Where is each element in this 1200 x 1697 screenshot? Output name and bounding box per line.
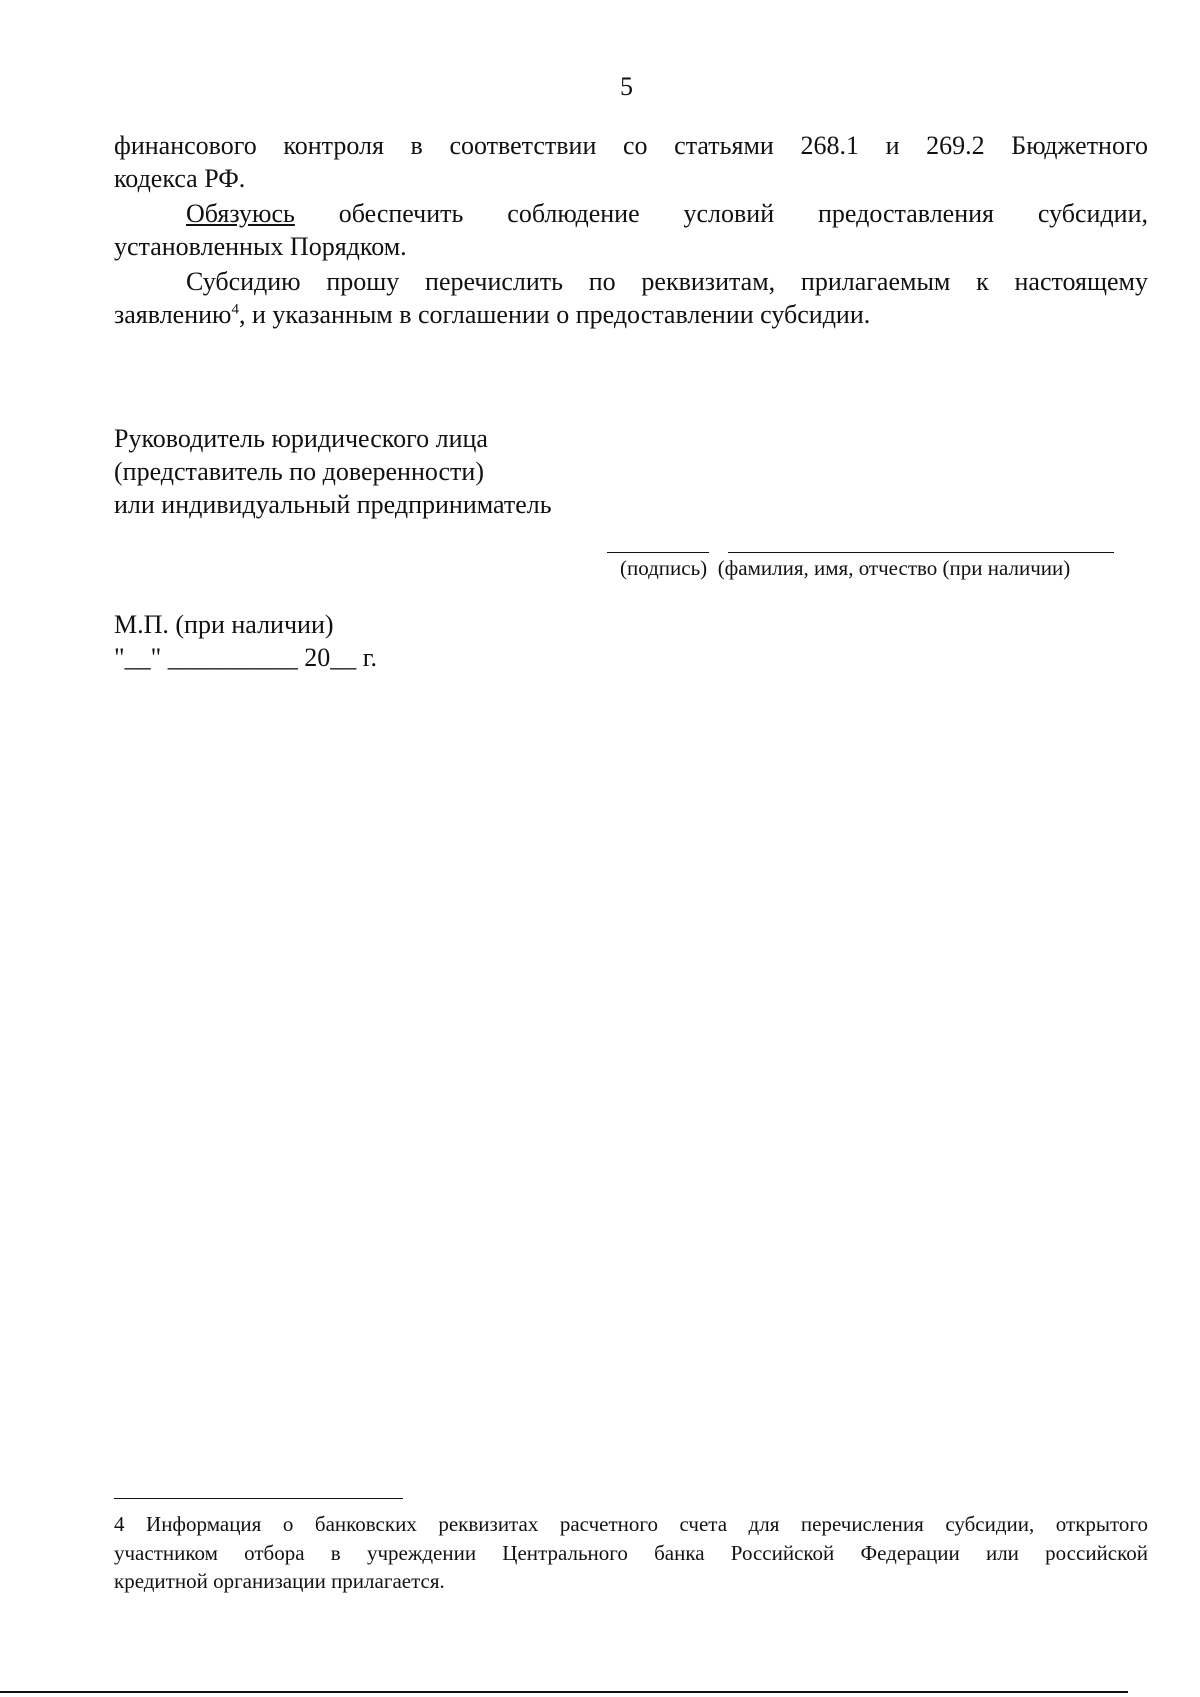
footnote-line-3: кредитной организации прилагается. xyxy=(114,1569,445,1593)
signer-role-line-1: Руководитель юридического лица xyxy=(114,424,488,453)
page-number: 5 xyxy=(620,72,633,101)
p3-start: заявлению xyxy=(114,300,232,329)
signature-captions xyxy=(620,556,1070,581)
name-line xyxy=(728,552,1114,553)
paragraph-2-line-1-rest: обеспечить соблюдение условий предоставления субсидии, xyxy=(294,199,1148,228)
paragraph-3-line-2 xyxy=(114,300,1148,330)
p3-rest: , и указанным в соглашении о предоставлении субсидии. xyxy=(238,300,871,329)
paragraph-1-line-1: финансового контроля в соответствии со статьями 268.1 и 269.2 Бюджетного xyxy=(114,131,1148,160)
signer-role-line-2: (представитель по доверенности) xyxy=(114,457,484,486)
paragraph-3-line-1: Субсидию прошу перечислить по реквизитам, прилагаемым к настоящему xyxy=(186,267,1148,296)
caption-name: (фамилия, имя, отчество (при наличии) xyxy=(717,556,1071,580)
footnote-line-2: участником отбора в учреждении Центрального банка Российской Федерации или российской xyxy=(114,1541,1148,1565)
date-field: "__" __________ 20__ г. xyxy=(114,643,377,672)
stamp-label: М.П. (при наличии) xyxy=(114,610,334,639)
underlined-word: Обязуюсь xyxy=(186,199,295,228)
signer-role-line-3: или индивидуальный предприниматель xyxy=(114,490,552,519)
paragraph-2-line-2: установленных Порядком. xyxy=(114,232,407,261)
paragraph-1-line-2: кодекса РФ. xyxy=(114,164,246,193)
paragraph-2-line-1 xyxy=(114,199,1148,229)
signature-line xyxy=(607,552,709,553)
footnote-reference: 4 xyxy=(231,301,239,318)
footnote-separator xyxy=(114,1498,403,1499)
caption-signature: (подпись) xyxy=(620,556,708,580)
footnote-line-1: 4 Информация о банковских реквизитах расчетного счета для перечисления субсидии, открытого xyxy=(114,1512,1148,1536)
scan-edge-line xyxy=(0,1691,1128,1693)
